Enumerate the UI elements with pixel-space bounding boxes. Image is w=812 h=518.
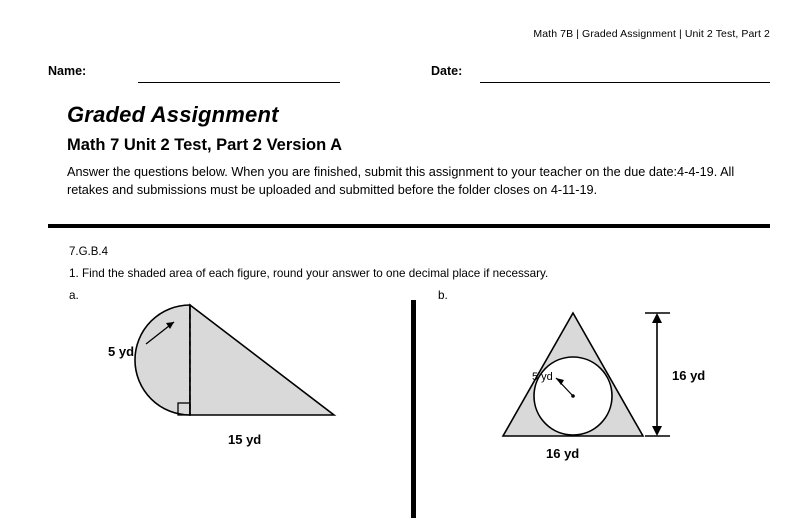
instructions-text: Answer the questions below. When you are finished, submit this assignment to your teacher on the due date:4-4-19. All retakes and submissions must be uploaded and submitted before the folder closes on 4-11-19. bbox=[67, 165, 735, 197]
date-input-line[interactable] bbox=[480, 82, 770, 83]
part-a-label: a. bbox=[69, 289, 79, 302]
figure-b-base-label: 16 yd bbox=[546, 446, 580, 461]
figure-a-drawing bbox=[90, 300, 390, 460]
figure-b bbox=[480, 300, 710, 465]
semicircle-shape bbox=[135, 305, 190, 415]
figure-b-drawing bbox=[480, 300, 710, 465]
name-label: Name: bbox=[48, 64, 87, 78]
figure-a bbox=[90, 300, 390, 460]
course-breadcrumb: Math 7B | Graded Assignment | Unit 2 Test, Part 2 bbox=[533, 28, 770, 40]
part-b-label: b. bbox=[438, 289, 448, 302]
date-label: Date: bbox=[431, 64, 463, 78]
name-date-row bbox=[48, 64, 770, 86]
figure-a-base-label: 15 yd bbox=[228, 432, 262, 447]
height-arrow-down bbox=[652, 426, 662, 436]
height-arrow-up bbox=[652, 313, 662, 323]
standard-code: 7.G.B.4 bbox=[69, 246, 108, 258]
name-input-line[interactable] bbox=[138, 82, 340, 83]
page-title: Graded Assignment bbox=[67, 102, 279, 127]
figure-b-height-label: 16 yd bbox=[672, 368, 706, 383]
figure-a-radius-label: 5 yd bbox=[108, 344, 135, 359]
column-divider bbox=[411, 300, 416, 518]
question-prompt: 1. Find the shaded area of each figure, round your answer to one decimal place if necessary. bbox=[69, 267, 549, 280]
circle-center-dot bbox=[571, 394, 575, 398]
figure-b-radius-label: 5 yd bbox=[532, 371, 553, 383]
section-divider bbox=[48, 224, 770, 228]
page-subtitle: Math 7 Unit 2 Test, Part 2 Version A bbox=[67, 136, 343, 154]
triangle-shape bbox=[190, 305, 334, 415]
